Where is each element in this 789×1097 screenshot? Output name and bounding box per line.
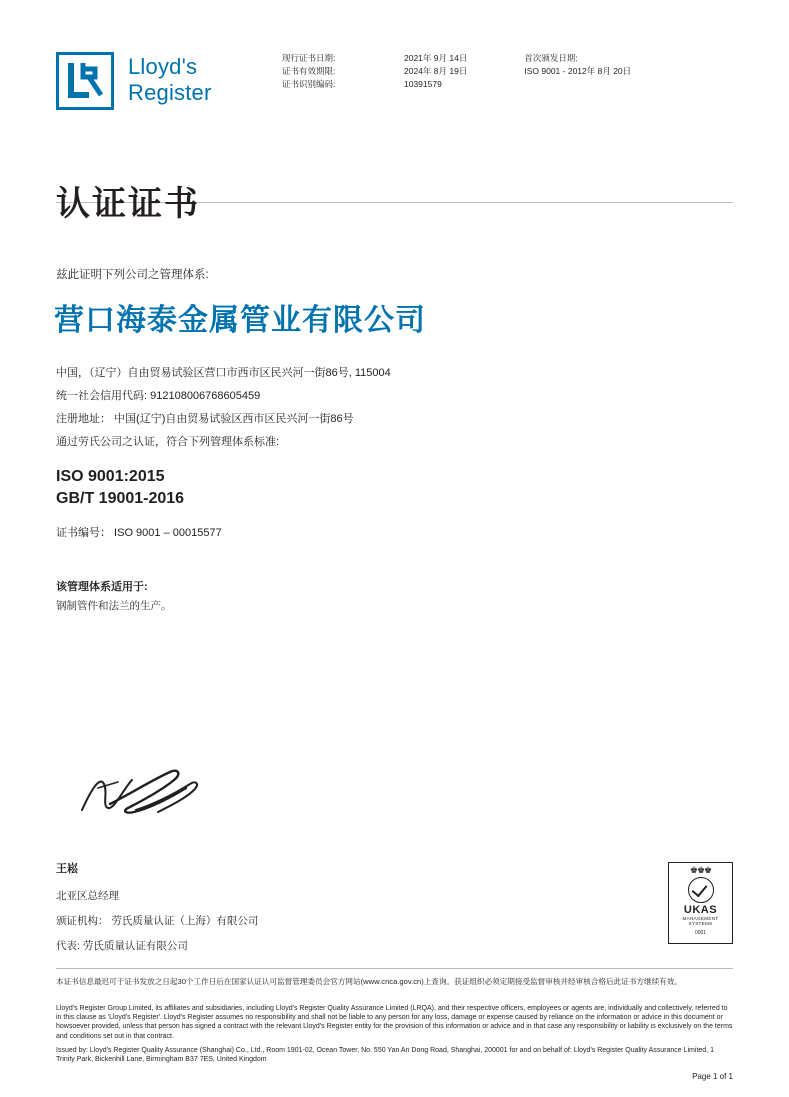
- intro-text: 兹此证明下列公司之管理体系:: [56, 269, 209, 281]
- ukas-label: UKAS: [683, 904, 718, 916]
- footer-paragraph: Lloyd's Register Group Limited, its affiliates and subsidiaries, including Lloyd's Register Quality Assurance Limited (LRQA), and their respective officers, employees or agents are, individually and collectively, referred to in this clause as 'Lloyd's Register'. Lloyd's Register assumes no responsibility and shall not be liable to any person for any loss, damage or expense caused by reliance on the information or advice in this document or howsoever provided, unless that person has signed a contract with the relevant Lloyd's Register entity for the provision of this information or advice and in that case any responsibility or liability is exclusively on the terms and conditions set out in that contract.: [56, 1005, 733, 1040]
- footer-divider: [56, 968, 733, 969]
- lloyds-register-logo: [56, 52, 212, 110]
- footer-paragraph: Issued by: Lloyd's Register Quality Assurance (Shanghai) Co., Ltd., Room 1901-02, Ocean Tower, No. 550 Yan An Dong Road, Shanghai, 200001 for and on behalf of: Lloyd's Register Quality Assurance Limited, 1 Trinity Park, Bickenhill Lane, Birmingham B37 7ES, United Kingdom: [56, 1046, 714, 1064]
- crown-icon: ♚♚♚: [689, 865, 712, 875]
- signatory-details: [56, 884, 258, 959]
- meta-row: [524, 52, 754, 65]
- meta-row: [524, 65, 754, 78]
- signatory-title: 北亚区总经理: [56, 890, 119, 902]
- certificate-meta: [282, 52, 754, 91]
- issuing-body: 颁证机构： 劳氏质量认证（上海）有限公司: [56, 915, 259, 927]
- signature-image: [74, 758, 224, 828]
- meta-value: ISO 9001 - 2012年 8月 20日: [524, 66, 632, 76]
- meta-label: 首次颁发日期:: [524, 53, 578, 63]
- ukas-number: 0001: [694, 929, 707, 936]
- meta-label: 证书识别编码:: [282, 79, 336, 89]
- registered-address-line: 注册地址： 中国(辽宁)自由贸易试验区西市区民兴河一街86号: [56, 413, 354, 425]
- document-header: [0, 52, 789, 148]
- signatory-name: 王崧: [56, 863, 78, 875]
- meta-column-left: [282, 52, 522, 91]
- ukas-sub-line-2: SYSTEMS: [688, 921, 713, 927]
- page-number: Page 1 of 1: [692, 1072, 733, 1081]
- standard-item: ISO 9001:2015: [56, 468, 165, 485]
- representative: 代表: 劳氏质量认证有限公司: [56, 940, 188, 952]
- credit-code-line: 统一社会信用代码: 912108006768605459: [56, 390, 261, 402]
- standard-item: GB/T 19001-2016: [56, 490, 185, 507]
- checkmark-icon: [688, 877, 714, 903]
- scope-title: 该管理体系适用于:: [56, 581, 148, 593]
- meta-label: 现行证书日期:: [282, 53, 336, 63]
- meta-value: 2021年 9月 14日: [404, 53, 468, 63]
- meta-value: 10391579: [404, 79, 442, 89]
- address-line: 中国，（辽宁）自由贸易试验区营口市西市区民兴河一街86号, 115004: [56, 367, 391, 379]
- company-name: 营口海泰金属管业有限公司: [54, 304, 426, 337]
- meta-column-right: [524, 52, 754, 78]
- meta-row: [282, 78, 522, 91]
- lr-monogram-icon: [56, 52, 114, 110]
- standards-list: [56, 466, 184, 510]
- scope-body: 钢制管件和法兰的生产。: [56, 600, 172, 612]
- address-block: [56, 362, 391, 454]
- meta-row: [282, 52, 522, 65]
- ukas-accreditation-mark: [668, 862, 733, 944]
- footer-chinese-note: 本证书信息最迟可于证书发放之日起30个工作日后在国家认证认可监督管理委员会官方网站(www.cnca.gov.cn)上查询。获证组织必须定期接受监督审核并经审核合格后此证书方继续有效。: [56, 977, 682, 986]
- meta-row: [282, 65, 522, 78]
- conformity-line: 通过劳氏公司之认证，符合下列管理体系标准:: [56, 436, 280, 448]
- ukas-sub-line-1: MANAGEMENT: [682, 916, 719, 921]
- footer-english-note: [56, 1004, 733, 1069]
- lloyds-register-wordmark: Lloyd's Register: [128, 54, 212, 105]
- meta-label: 证书有效期限:: [282, 66, 336, 76]
- meta-value: 2024年 8月 19日: [404, 66, 468, 76]
- certificate-number: 证书编号： ISO 9001 – 00015577: [56, 527, 222, 539]
- page-title: 认证证书: [56, 185, 200, 223]
